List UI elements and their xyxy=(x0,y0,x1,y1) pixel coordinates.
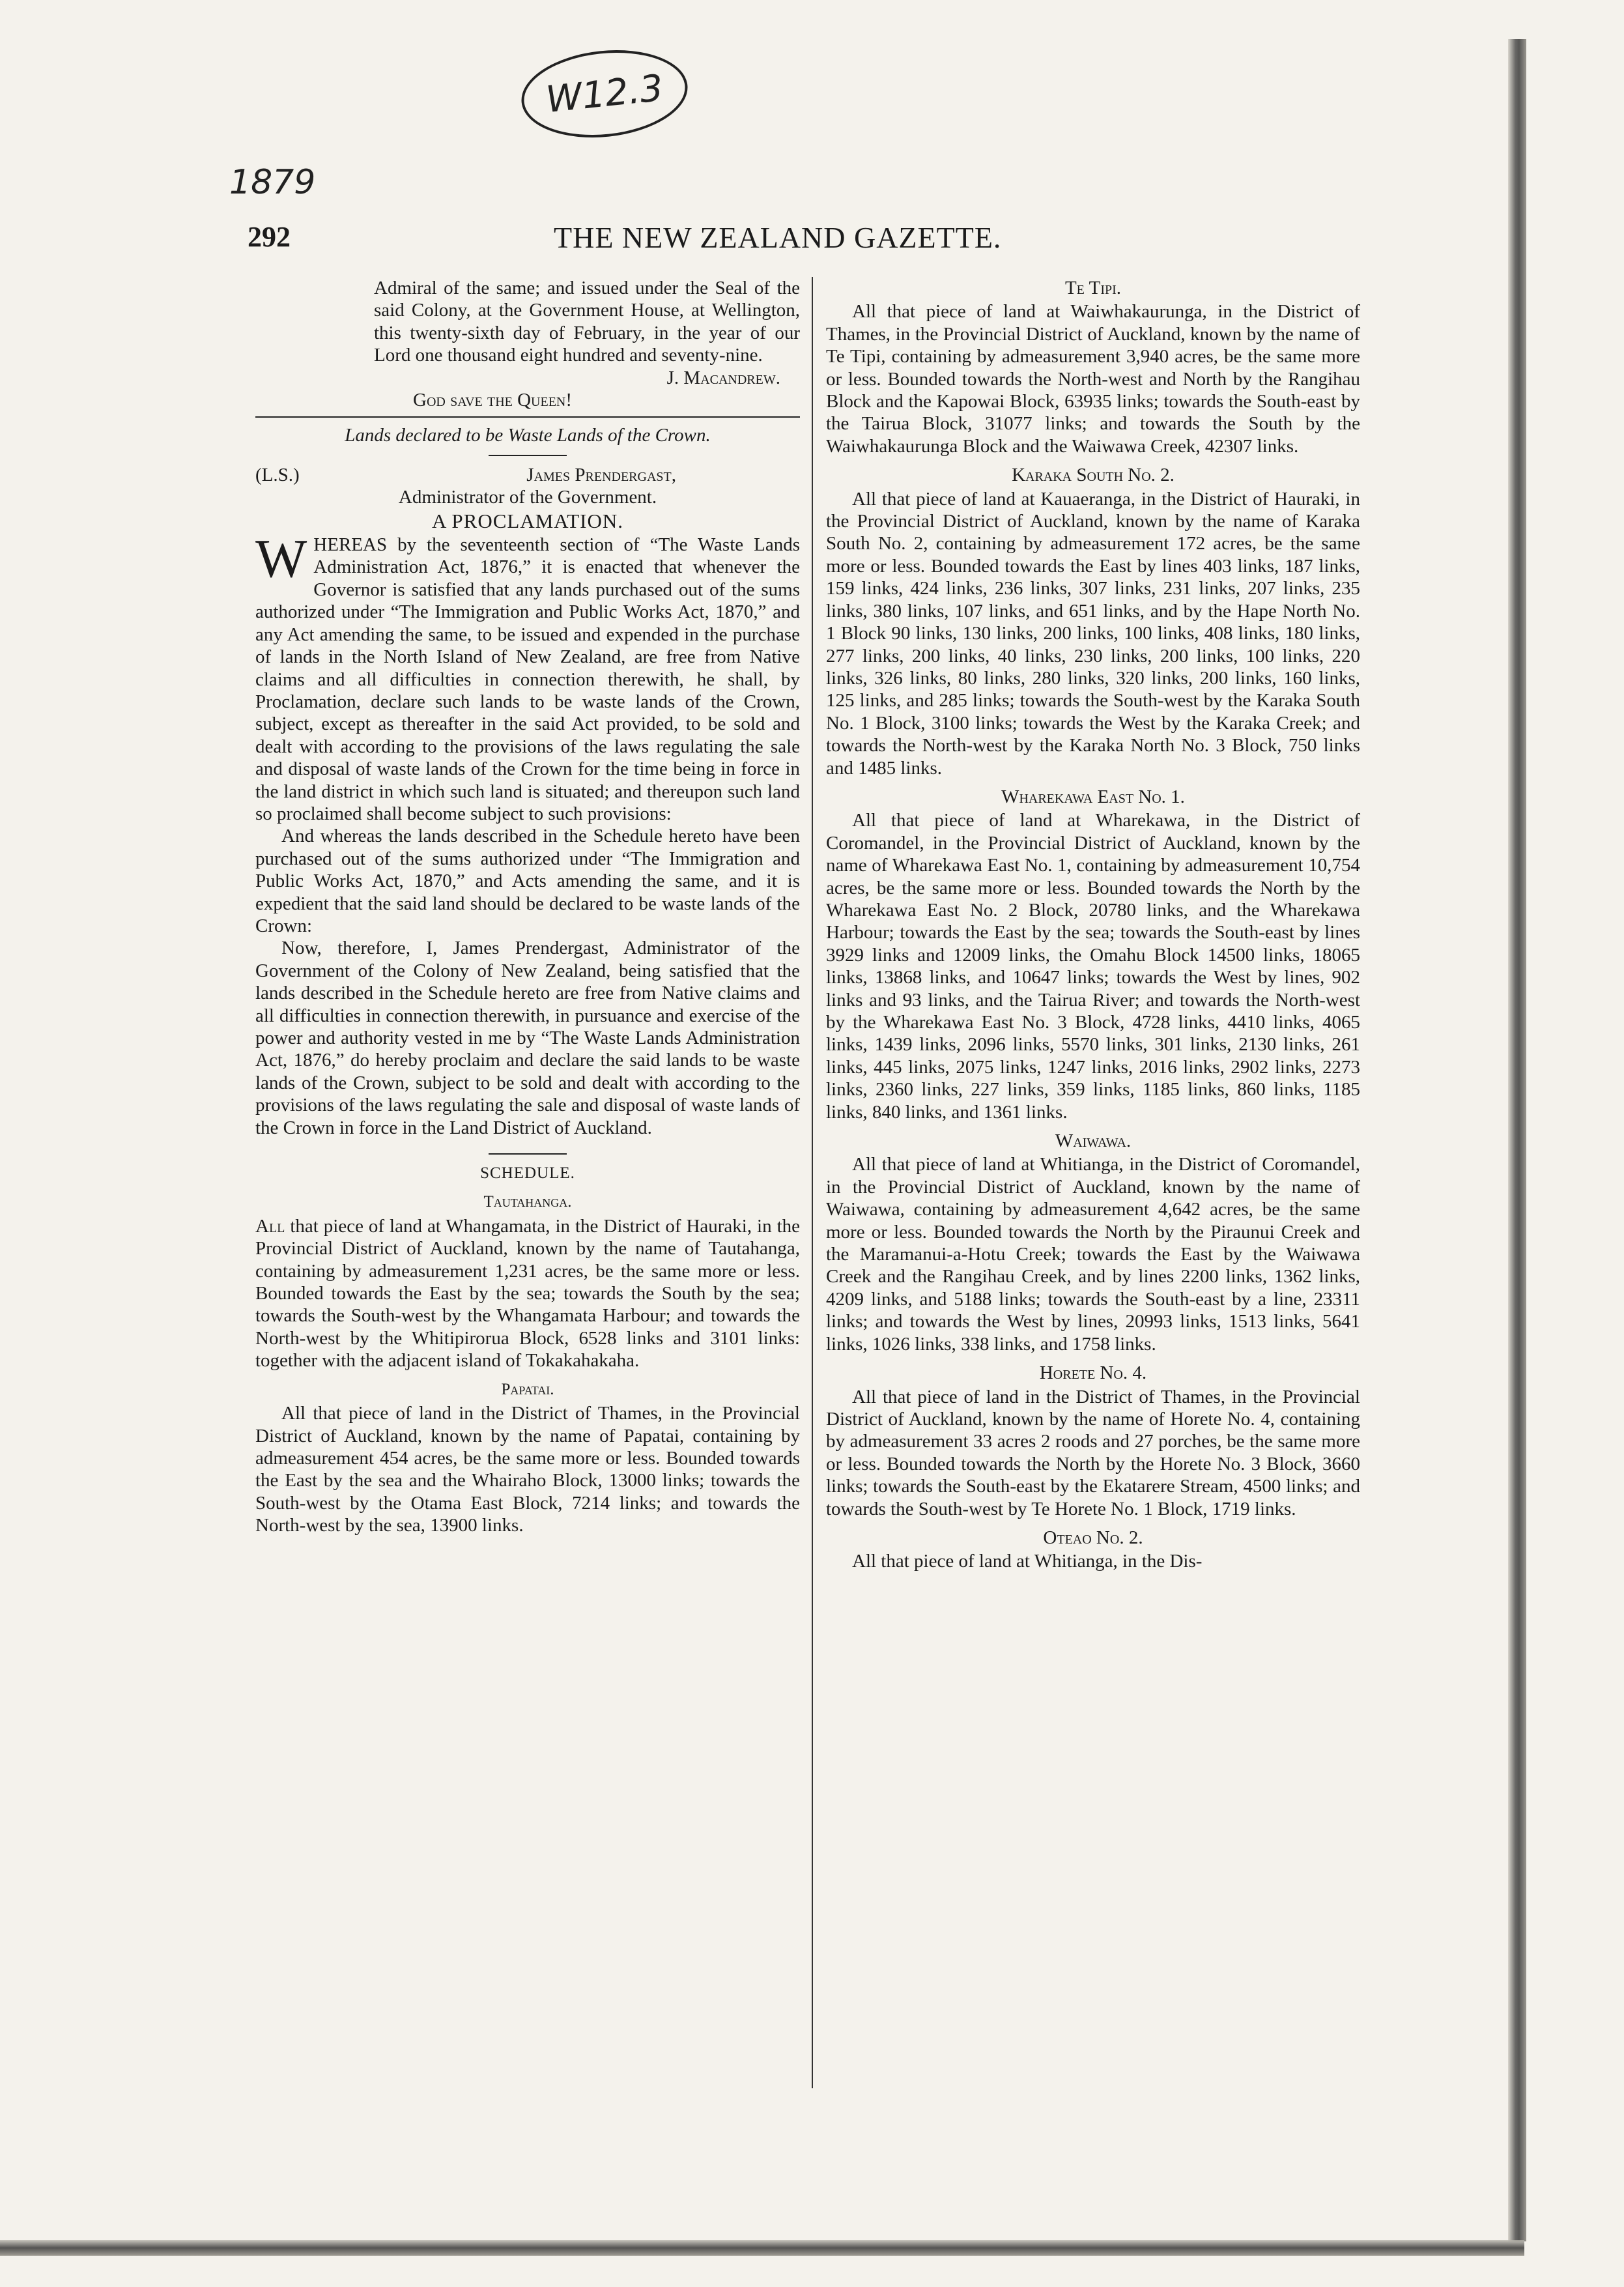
intro-text: Admiral of the same; and issued under the Seal of the said Colony, at the Government House, at Wellington, this twenty-sixth day of February, in the year of our Lord one thousand eight hundred and seventy-nine. xyxy=(374,278,800,366)
proclamation-heading: A PROCLAMATION. xyxy=(431,509,624,532)
signatory-name: James Prendergast, xyxy=(526,464,676,485)
column-divider xyxy=(812,277,813,2088)
horete-heading: Horete No. 4. xyxy=(1039,1362,1147,1384)
scan-edge-bottom xyxy=(0,2240,1524,2256)
wharekawa-east-heading: Wharekawa East No. 1. xyxy=(1001,786,1185,807)
short-rule xyxy=(489,455,567,456)
oteao-text: All that piece of land at Whitianga, in the Dis- xyxy=(852,1551,1203,1572)
wharekawa-east-text: All that piece of land at Wharekawa, in the District of Coromandel, in the Provincial District of Auckland, known by the name of Wharekawa East No. 1, containing by admeasurement 10,754 acres, be the same more or less. Bounded towards the North by the Wharekawa East No. 2 Block, 20780 links, and the Wharekawa Harbour; towards the East by the sea; towards the South-east by lines 3929 links and 12009 links, the Omahu Block 14500 links, 18065 links, 13868 links, and 10647 links; towards the West by lines, 902 links and 93 links, and the Tairua River; and towards the North-west by the Wharekawa East No. 3 Block, 4728 links, 4410 links, 4065 links, 1439 links, 2096 links, 5570 links, 301 links, 2130 links, 261 links, 445 links, 2075 links, 1247 links, 2016 links, 2902 links, 2273 links, 2360 links, 227 links, 359 links, 1185 links, 860 links, 1185 links, 840 links, and 1361 links. xyxy=(826,810,1360,1123)
papatai-heading: Papatai. xyxy=(501,1380,554,1398)
handwritten-year: 1879 xyxy=(229,163,316,202)
archive-stamp: W12.3 xyxy=(517,42,692,145)
te-tipi-heading: Te Tipi. xyxy=(1064,278,1122,298)
proclamation-para-3: Now, therefore, I, James Prendergast, Administrator of the Government of the Colony of New Zealand, being satisfied that the lands described in the Schedule hereto are free from Native claims and all difficulties in connection therewith, in pursuance and exercise of the power and authority vested in me by “The Waste Lands Administration Act, 1876,” do hereby proclaim and declare the said lands to be waste lands of the Crown, subject to be sold and dealt with according to the provisions of the laws regulating the sale and disposal of waste lands of the Crown in force in the Land District of Auckland. xyxy=(255,938,800,1138)
masthead-title: THE NEW ZEALAND GAZETTE. xyxy=(554,221,1002,254)
proclamation-para-1: WHEREAS by the seventeenth section of “The Waste Lands Administration Act, 1876,” it is enacted that whenever the Governor is satisfied that any lands purchased out of the sums authorized under “The Immigration and Public Works Act, 1870,” and any Act amending the same, to be issued and expended in the purchase of lands in the North Island of New Zealand, are free from Native claims and all difficulties in connection therewith, he shall, by Proclamation, declare such lands to be waste lands of the Crown, subject, except as thereafter in the said Act provided, to be sold and dealt with according to the provisions of the laws regulating the sale and disposal of waste lands of the Crown for the time being in force in the land district in which such land is situated; and thereupon such land so proclaimed shall become subject to such provisions: xyxy=(255,528,800,824)
signatory-role: Administrator of the Government. xyxy=(398,487,657,508)
waiwawa-heading: Waiwawa. xyxy=(1055,1130,1132,1152)
te-tipi-text: All that piece of land at Waiwhakaurunga, in the District of Thames, in the Provincial District of Auckland, known by the name of Te Tipi, containing by admeasurement 3,940 acres, be the same more or less. Bounded towards the North-west and North by the Rangihau Block and the Kapowai Block, 63935 links; towards the South-east by the Tairua Block, 31077 links; and towards the South by the Waiwhakaurunga Block and the Waiwawa Creek, 42307 links. xyxy=(826,301,1360,457)
left-column xyxy=(255,277,800,1537)
horete-text: All that piece of land in the District of Thames, in the Provincial District of Auckland, known by the name of Horete No. 4, containing by admeasurement 33 acres 2 roods and 27 porches, be the same more or less. Bounded towards the North by the Horete No. 3 Block, 3660 links; towards the South-east by the Ekatarere Stream, 4500 links; and towards the South-west by Te Horete No. 1 Block, 1719 links. xyxy=(826,1386,1360,1519)
section-rule xyxy=(255,416,800,418)
seal-mark: (L.S.) xyxy=(255,464,300,485)
section-title: Lands declared to be Waste Lands of the Crown. xyxy=(345,425,711,446)
karaka-south-text: All that piece of land at Kauaeranga, in the District of Hauraki, in the Provincial District of Auckland, known by the name of Karaka South No. 2, containing by admeasurement 172 acres, be the same more or less. Bounded towards the East by lines 403 links, 187 links, 159 links, 424 links, 236 links, 307 links, 231 links, 207 links, 235 links, 380 links, 107 links, and 651 links, and by the Hape North No. 1 Block 90 links, 130 links, 200 links, 100 links, 408 links, 180 links, 277 links, 200 links, 40 links, 230 links, 200 links, 100 links, 220 links, 326 links, 80 links, 280 links, 320 links, 200 links, 160 links, 125 links, and 285 links; towards the South-west by the Karaka South No. 1 Block, 3100 links; towards the West by the Karaka Creek; and towards the North-west by the Karaka North No. 3 Block, 750 links and 1485 links. xyxy=(826,488,1360,779)
scan-edge-right xyxy=(1508,39,1526,2241)
oteao-heading: Oteao No. 2. xyxy=(1043,1527,1143,1548)
schedule-rule xyxy=(489,1153,567,1155)
page-number: 292 xyxy=(248,221,291,253)
tautahanga-text: All that piece of land at Whangamata, in the District of Hauraki, in the Provincial District of Auckland, known by the name of Tautahanga, containing by admeasurement 1,231 acres, be the same more or less. Bounded towards the East by the sea; towards the South by the sea; towards the South-west by the Whangamata Harbour; and towards the North-west by the Whitipirorua Block, 6528 links and 3101 links: together with the adjacent island of Tokakahakaha. xyxy=(255,1215,801,1372)
signature-macandrew: J. Macandrew. xyxy=(666,367,780,388)
drop-cap: W xyxy=(255,528,307,590)
proclamation-para-2: And whereas the lands described in the Schedule hereto have been purchased out of the sums authorized under “The Immigration and Public Works Act, 1870,” and Acts amending the same, and it is expedient that the said land should be declared to be waste lands of the Crown: xyxy=(255,826,800,936)
seal-row xyxy=(255,464,800,486)
right-column xyxy=(826,277,1360,1573)
karaka-south-heading: Karaka South No. 2. xyxy=(1012,465,1175,486)
papatai-text: All that piece of land in the District of Thames, in the Provincial District of Auckland, known by the name of Papatai, containing by admeasurement 454 acres, be the same more or less. Bounded towards the East by the sea and the Whairaho Block, 13000 links; towards the South-west by the Otama East Block, 7214 links; and towards the North-west by the sea, 13900 links. xyxy=(255,1403,800,1536)
god-save-the-queen: God save the Queen! xyxy=(413,390,573,411)
tautahanga-heading: Tautahanga. xyxy=(483,1193,572,1211)
schedule-heading: SCHEDULE. xyxy=(480,1164,575,1183)
waiwawa-text: All that piece of land at Whitianga, in the District of Coromandel, in the Provincial District of Auckland, known by the name of Waiwawa, containing by admeasurement 4,642 acres, be the same more or less. Bounded towards the North by the Piraunui Creek and the Maramanui-a-Hotu Creek; towards the East by the Waiwawa Creek and the Rangihau Creek, and by lines 2200 links, 1362 links, 4209 links, and 5188 links; towards the South-east by a line, 23311 links; and towards the West by lines, 20993 links, 1513 links, 5641 links, 1026 links, 338 links, and 1758 links. xyxy=(826,1154,1360,1355)
previous-proclamation-close xyxy=(374,277,800,411)
